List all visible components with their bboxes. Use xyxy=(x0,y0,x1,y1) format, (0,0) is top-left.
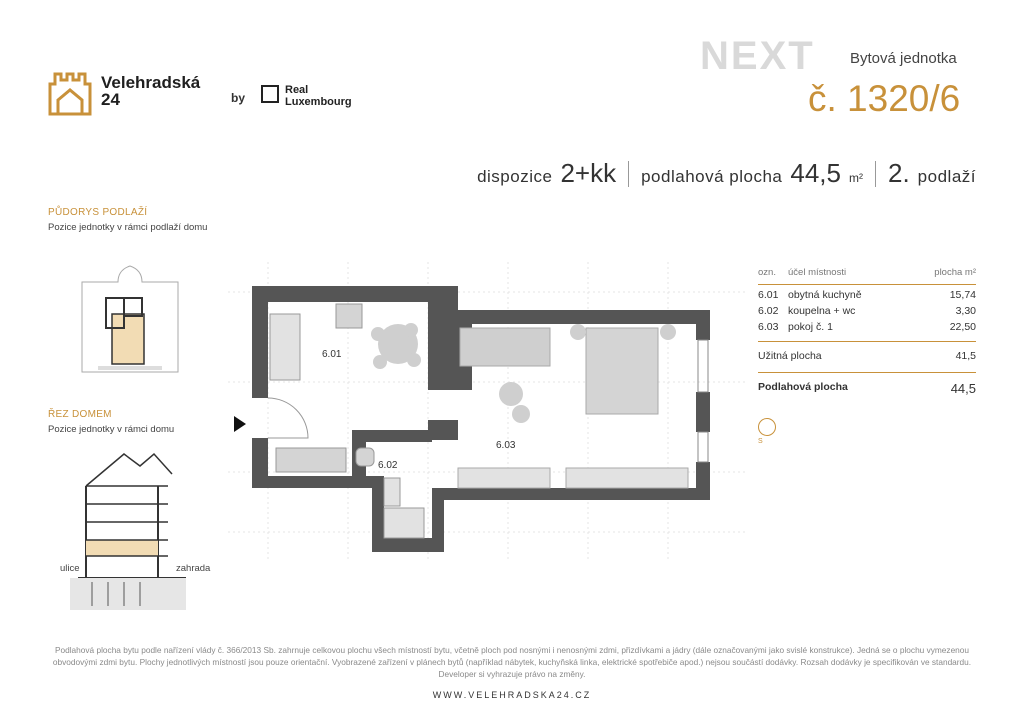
partner-line2: Luxembourg xyxy=(285,96,352,108)
header-purpose: účel místnosti xyxy=(788,267,847,278)
usable-area-row xyxy=(758,341,976,362)
room-id: 6.02 xyxy=(758,305,779,317)
floor-label: podlaží xyxy=(917,167,976,186)
website-link[interactable]: WWW.VELEHRADSKA24.CZ xyxy=(432,690,592,700)
disposition-label: dispozice xyxy=(477,167,553,186)
area-label: podlahová plocha xyxy=(641,167,783,186)
usable-area-value: 41,5 xyxy=(955,350,976,362)
next-logo: NEXT xyxy=(700,34,815,78)
brand-name-line1: Velehradská xyxy=(101,73,201,92)
unit-number: č. 1320/6 xyxy=(808,78,961,119)
room-area: 22,50 xyxy=(949,321,976,333)
room-label-601: 6.01 xyxy=(322,349,342,360)
room-label-602: 6.02 xyxy=(378,460,398,471)
specs-bar xyxy=(477,158,976,189)
divider xyxy=(875,161,876,187)
garden-label: zahrada xyxy=(176,563,211,574)
usable-area-label: Užitná plocha xyxy=(758,350,822,362)
floor-area-label: Podlahová plocha xyxy=(758,381,848,393)
partner-name xyxy=(285,84,352,108)
building-cut-diagram xyxy=(68,446,198,614)
table-row xyxy=(758,305,976,317)
velehradska-logo-icon xyxy=(48,70,92,116)
room-name: koupelna + wc xyxy=(788,305,856,317)
cut-section-title: ŘEZ DOMEM xyxy=(48,409,112,420)
table-row xyxy=(758,289,976,301)
unit-label: Bytová jednotka xyxy=(850,50,957,67)
room-area: 3,30 xyxy=(955,305,976,317)
floor-plan-section-title: PŮDORYS PODLAŽÍ xyxy=(48,207,148,218)
floor-area-row xyxy=(758,372,976,396)
floor-plan-section-subtitle: Pozice jednotky v rámci podlaží domu xyxy=(48,222,208,233)
brand-name xyxy=(101,74,200,108)
floor-area-value: 44,5 xyxy=(950,381,976,396)
room-id: 6.01 xyxy=(758,289,779,301)
brand-by: by xyxy=(231,91,246,105)
compass-label: S xyxy=(758,438,763,445)
room-id: 6.03 xyxy=(758,321,779,333)
compass-icon xyxy=(758,418,776,436)
disposition-value: 2+kk xyxy=(560,158,617,188)
room-name: obytná kuchyně xyxy=(788,289,862,301)
footnote: Podlahová plocha bytu podle nařízení vlády č. 366/2013 Sb. zahrnuje celkovou plochu všech místností bytu, včetně ploch pod nosnými i nenosnými zdmi, přizdívkami a jádry (dále označovanými jako svislé konstrukce). Jedná se o plochu vymezenou obvodovými zdmi bytu. Plochy jednotlivých místností jsou pouze orientační. Vyobrazené zařízení v plánech bytů (například nábytek, kuchyňská linka, elektrické spotřebiče apod.) nejsou součástí dodávky. Rozsah dodávky je specifikován ve standardu. Developer si vyhrazuje právo na změny. xyxy=(52,645,972,679)
area-value: 44,5 xyxy=(790,158,841,188)
brand-name-line2: 24 xyxy=(101,90,120,109)
partner-line1: Real xyxy=(285,84,309,96)
apartment-floor-plan xyxy=(228,262,748,562)
divider xyxy=(628,161,629,187)
street-label: ulice xyxy=(60,563,80,574)
table-header xyxy=(758,267,976,285)
header-area: plocha m² xyxy=(934,267,976,278)
partner-logo-icon xyxy=(261,85,279,103)
floor-position-diagram xyxy=(80,262,180,374)
floor-value: 2. xyxy=(887,158,910,188)
room-name: pokoj č. 1 xyxy=(788,321,833,333)
rooms-table xyxy=(758,267,976,396)
cut-section-subtitle: Pozice jednotky v rámci domu xyxy=(48,424,175,435)
area-unit: m² xyxy=(848,171,863,185)
room-area: 15,74 xyxy=(949,289,976,301)
header-id: ozn. xyxy=(758,267,776,278)
table-row xyxy=(758,321,976,333)
room-label-603: 6.03 xyxy=(496,440,516,451)
